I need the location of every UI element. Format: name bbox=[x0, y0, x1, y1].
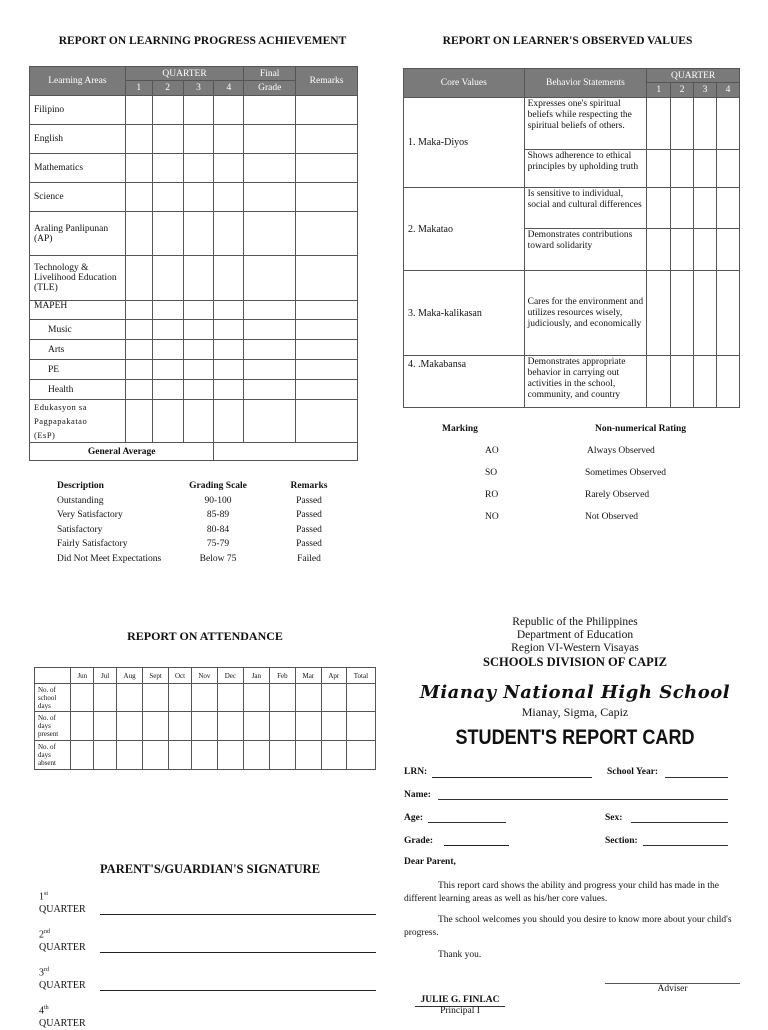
adviser-label: Adviser bbox=[657, 984, 688, 994]
q3-sup: rd bbox=[44, 967, 49, 973]
grading-remark: Passed bbox=[296, 510, 322, 521]
deped: Department of Education bbox=[516, 629, 634, 641]
letter-para-1: This report card shows the ability and progress your child has made in the different learning areas as well as his/her core values. bbox=[404, 881, 719, 904]
subject-music: Music bbox=[30, 320, 126, 340]
quarter-3: 3 bbox=[183, 81, 214, 96]
month-jun: Jun bbox=[71, 668, 94, 684]
subject-esp-line2: Pagpapakatao bbox=[34, 416, 88, 426]
age-label: Age: bbox=[404, 813, 423, 823]
subject-mapeh: MAPEH bbox=[30, 301, 126, 320]
q2-number: 2 bbox=[39, 929, 44, 941]
q3-label: QUARTER bbox=[39, 980, 86, 992]
grading-range: 75-79 bbox=[206, 539, 230, 550]
subject-esp-line1: Edukasyon sa bbox=[34, 402, 87, 412]
values-quarter-2: 2 bbox=[671, 83, 694, 98]
subject-ap: Araling Panlipunan (AP) bbox=[30, 212, 126, 256]
q1-number: 1 bbox=[39, 891, 44, 903]
progress-title: REPORT ON LEARNING PROGRESS ACHIEVEMENT bbox=[58, 35, 347, 47]
division: SCHOOLS DIVISION OF CAPIZ bbox=[483, 655, 667, 669]
subject-arts: Arts bbox=[30, 340, 126, 360]
marking-rating: Not Observed bbox=[585, 512, 639, 522]
grading-desc: Did Not Meet Expectations bbox=[57, 553, 162, 564]
grading-range: Below 75 bbox=[199, 553, 237, 564]
q2-sup: nd bbox=[44, 929, 50, 935]
col-learning-areas: Learning Areas bbox=[30, 67, 126, 96]
behavior-statement: Demonstrates appropriate behavior in carrying out activities in the school, community, and country bbox=[524, 356, 647, 408]
grading-header-description: Description bbox=[57, 481, 104, 492]
behavior-statement: Demonstrates contributions toward solidarity bbox=[524, 229, 647, 271]
region: Region VI-Western Visayas bbox=[511, 642, 639, 654]
subject-esp-line3: (EsP) bbox=[34, 430, 56, 440]
name-label: Name: bbox=[404, 790, 431, 800]
signature-q3 bbox=[39, 964, 86, 992]
grading-desc: Fairly Satisfactory bbox=[57, 539, 128, 550]
core-makatao: 2. Makatao bbox=[404, 188, 525, 271]
name-field[interactable] bbox=[438, 799, 728, 800]
month-mar: Mar bbox=[295, 668, 321, 684]
core-makabansa: 4. .Makabansa bbox=[404, 356, 525, 408]
row-days-absent: No. of days absent bbox=[35, 741, 71, 770]
marking-code: RO bbox=[485, 490, 499, 500]
republic: Republic of the Philippines bbox=[512, 616, 638, 628]
principal-title: Principal I bbox=[440, 1006, 480, 1016]
q4-sup: th bbox=[44, 1005, 49, 1011]
grading-scale-table bbox=[55, 479, 355, 566]
grading-remark: Passed bbox=[296, 495, 322, 506]
core-maka-diyos: 1. Maka-Diyos bbox=[404, 98, 525, 188]
grading-desc: Very Satisfactory bbox=[57, 510, 123, 521]
marking-code: NO bbox=[485, 512, 499, 522]
values-quarter-3: 3 bbox=[694, 83, 717, 98]
letter-para-2: The school welcomes you should you desire to know more about your child's progress. bbox=[404, 915, 732, 938]
col-grade: Grade bbox=[244, 81, 296, 96]
q4-label: QUARTER bbox=[39, 1018, 86, 1030]
q4-number: 4 bbox=[39, 1005, 44, 1017]
month-dec: Dec bbox=[217, 668, 243, 684]
sex-field[interactable] bbox=[631, 822, 728, 823]
col-behavior: Behavior Statements bbox=[524, 69, 647, 98]
q1-label: QUARTER bbox=[39, 904, 86, 916]
marking-rating: Always Observed bbox=[587, 446, 655, 456]
subject-esp bbox=[30, 400, 126, 443]
attendance-header-row bbox=[35, 668, 376, 684]
quarter-1: 1 bbox=[125, 81, 152, 96]
month-feb: Feb bbox=[269, 668, 295, 684]
dear-parent: Dear Parent, bbox=[404, 857, 456, 867]
month-jan: Jan bbox=[243, 668, 269, 684]
month-nov: Nov bbox=[191, 668, 217, 684]
marking-rating: Sometimes Observed bbox=[585, 468, 667, 478]
q1-sup: st bbox=[44, 891, 49, 897]
values-quarter-4: 4 bbox=[717, 83, 740, 98]
subject-pe: PE bbox=[30, 360, 126, 380]
marking-code: SO bbox=[485, 468, 498, 478]
quarter-4: 4 bbox=[214, 81, 244, 96]
sex-label: Sex: bbox=[605, 813, 623, 823]
card-title: STUDENT'S REPORT CARD bbox=[455, 726, 695, 749]
section-field[interactable] bbox=[643, 845, 728, 846]
signature-line-q2[interactable] bbox=[100, 952, 376, 953]
signature-line-q1[interactable] bbox=[100, 914, 376, 915]
q2-label: QUARTER bbox=[39, 942, 86, 954]
grading-remark: Passed bbox=[296, 524, 322, 535]
grade-label: Grade: bbox=[404, 836, 434, 846]
grading-range: 90-100 bbox=[204, 495, 232, 506]
signature-q2 bbox=[39, 926, 86, 954]
school-address: Mianay, Sigma, Capiz bbox=[521, 705, 629, 719]
school-name: Mianay National High School bbox=[419, 682, 731, 703]
grading-remark: Passed bbox=[296, 539, 322, 550]
col-core-values: Core Values bbox=[404, 69, 525, 98]
subject-filipino: Filipino bbox=[30, 96, 126, 125]
col-remarks: Remarks bbox=[296, 67, 358, 96]
core-maka-kalikasan: 3. Maka-kalikasan bbox=[404, 271, 525, 356]
subject-math: Mathematics bbox=[30, 154, 126, 183]
thank-you: Thank you. bbox=[438, 950, 482, 960]
month-jul: Jul bbox=[94, 668, 117, 684]
signature-line-q3[interactable] bbox=[100, 990, 376, 991]
subject-english: English bbox=[30, 125, 126, 154]
general-average: General Average bbox=[30, 443, 214, 461]
behavior-statement: Cares for the environment and utilizes resources wisely, judiciously, and economically bbox=[524, 271, 647, 356]
col-total: Total bbox=[346, 668, 375, 684]
grading-header-remarks: Remarks bbox=[290, 481, 328, 492]
grading-range: 80-84 bbox=[206, 524, 230, 535]
col-quarter: QUARTER bbox=[125, 67, 244, 81]
row-school-days: No. of school days bbox=[35, 684, 71, 712]
grading-desc: Satisfactory bbox=[57, 524, 103, 535]
grading-desc: Outstanding bbox=[57, 495, 104, 506]
signature-q4 bbox=[39, 1002, 86, 1030]
grading-remark: Failed bbox=[297, 553, 321, 564]
age-field[interactable] bbox=[428, 822, 506, 823]
subject-health: Health bbox=[30, 380, 126, 400]
progress-table bbox=[29, 66, 358, 461]
lrn-field[interactable] bbox=[432, 777, 592, 778]
month-oct: Oct bbox=[169, 668, 192, 684]
lrn-label: LRN: bbox=[404, 767, 428, 777]
row-days-present: No. of days present bbox=[35, 712, 71, 741]
school-year-label: School Year: bbox=[607, 767, 659, 777]
school-year-field[interactable] bbox=[665, 777, 728, 778]
cover-header bbox=[400, 616, 750, 669]
principal-name: JULIE G. FINLAC bbox=[420, 995, 500, 1005]
month-sept: Sept bbox=[143, 668, 169, 684]
behavior-statement: Shows adherence to ethical principles by upholding truth bbox=[524, 150, 647, 188]
grading-range: 85-89 bbox=[206, 510, 230, 521]
section-label: Section: bbox=[605, 836, 638, 846]
attendance-table bbox=[34, 667, 376, 770]
grading-header-scale: Grading Scale bbox=[189, 481, 247, 492]
month-apr: Apr bbox=[321, 668, 346, 684]
behavior-statement: Is sensitive to individual, social and cultural differences bbox=[524, 188, 647, 229]
behavior-statement: Expresses one's spiritual beliefs while respecting the spiritual beliefs of others. bbox=[524, 98, 647, 150]
values-quarter-1: 1 bbox=[647, 83, 671, 98]
signature-title: PARENT'S/GUARDIAN'S SIGNATURE bbox=[99, 862, 321, 876]
marking-code: AO bbox=[485, 446, 499, 456]
attendance-title: REPORT ON ATTENDANCE bbox=[127, 629, 283, 643]
values-table bbox=[403, 68, 740, 408]
q3-number: 3 bbox=[39, 967, 44, 979]
quarter-2: 2 bbox=[152, 81, 183, 96]
marking-table bbox=[410, 418, 730, 528]
subject-science: Science bbox=[30, 183, 126, 212]
month-aug: Aug bbox=[117, 668, 143, 684]
marking-rating: Rarely Observed bbox=[585, 490, 650, 500]
values-title: REPORT ON LEARNER'S OBSERVED VALUES bbox=[442, 35, 693, 47]
col-marking: Marking bbox=[442, 424, 478, 434]
signature-q1 bbox=[39, 888, 86, 916]
col-final: Final bbox=[244, 67, 296, 81]
grade-field[interactable] bbox=[444, 845, 509, 846]
col-rating: Non-numerical Rating bbox=[595, 424, 687, 434]
values-col-quarter: QUARTER bbox=[647, 69, 740, 83]
subject-tle: Technology & Livelihood Education (TLE) bbox=[30, 256, 126, 301]
